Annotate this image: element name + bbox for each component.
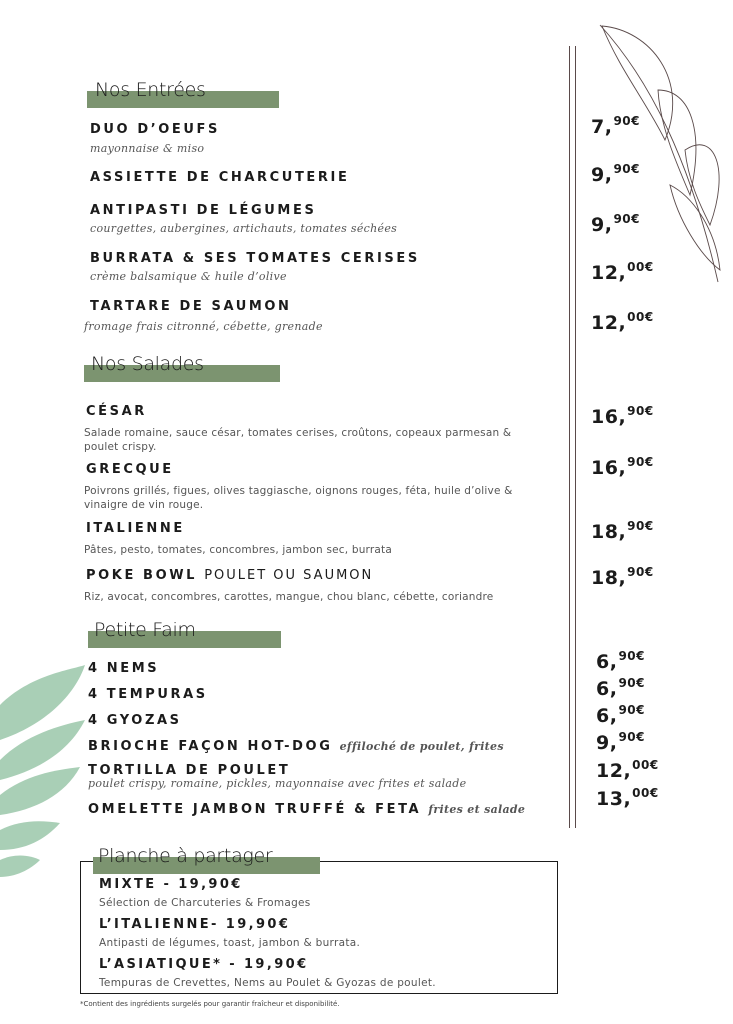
menu-item-name: 4 TEMPURAS: [88, 687, 208, 702]
menu-item-name: DUO D’OEUFS: [90, 122, 220, 137]
price: 18,$^{90€}$: [591, 519, 654, 543]
price: 18,$^{90€}$: [591, 565, 654, 589]
menu-item-name: BURRATA & SES TOMATES CERISES: [90, 251, 420, 266]
section-title-planche: Planche à partager: [98, 845, 273, 867]
menu-item-desc: Salade romaine, sauce césar, tomates cerises, croûtons, copeaux parmesan & poulet crispy.: [84, 427, 512, 453]
menu-item-name: GRECQUE: [86, 462, 174, 477]
menu-item-name: POKE BOWL POULET OU SAUMON: [86, 568, 374, 583]
menu-item-name: BRIOCHE FAÇON HOT-DOG effiloché de poulet, frites: [88, 739, 504, 754]
planche-item-desc: Antipasti de légumes, toast, jambon & burrata.: [99, 937, 361, 949]
planche-item-name: MIXTE - 19,90€: [99, 877, 243, 892]
price: 9,$^{90€}$: [596, 730, 646, 754]
footnote: *Contient des ingrédients surgelés pour garantir fraîcheur et disponibilité.: [80, 1000, 340, 1008]
price: 12,$^{00€}$: [591, 260, 654, 284]
section-title-salades: Nos Salades: [91, 353, 204, 375]
menu-item-desc: poulet crispy, romaine, pickles, mayonnaise avec frites et salade: [88, 777, 467, 790]
planche-item-name: L’ASIATIQUE* - 19,90€: [99, 957, 309, 972]
menu-item-desc: courgettes, aubergines, artichauts, tomates séchées: [90, 222, 398, 235]
leaf-branch-top-icon: [590, 20, 733, 290]
menu-item-desc: Poivrons grillés, figues, olives taggiasche, oignons rouges, féta, huile d’olive & vinaigre de vin rouge.: [84, 485, 513, 511]
menu-item-name: ASSIETTE DE CHARCUTERIE: [90, 170, 350, 185]
section-title-petite-faim: Petite Faim: [94, 619, 196, 641]
planche-item-desc: Tempuras de Crevettes, Nems au Poulet & Gyozas de poulet.: [99, 977, 436, 989]
price: 7,$^{90€}$: [591, 114, 641, 138]
menu-item-name: 4 GYOZAS: [88, 713, 182, 728]
price: 9,$^{90€}$: [591, 162, 641, 186]
planche-item-desc: Sélection de Charcuteries & Fromages: [99, 897, 311, 909]
planche-item-name: L’ITALIENNE- 19,90€: [99, 917, 291, 932]
price: 9,$^{90€}$: [591, 212, 641, 236]
price: 6,$^{90€}$: [596, 703, 646, 727]
menu-item-desc: Riz, avocat, concombres, carottes, mangue, chou blanc, cébette, coriandre: [84, 591, 494, 603]
menu-item-desc: Pâtes, pesto, tomates, concombres, jambon sec, burrata: [84, 544, 392, 556]
price: 12,$^{00€}$: [591, 310, 654, 334]
price: 13,$^{00€}$: [596, 786, 659, 810]
menu-item-name: TORTILLA DE POULET: [88, 763, 291, 778]
price: 12,$^{00€}$: [596, 758, 659, 782]
price: 6,$^{90€}$: [596, 649, 646, 673]
menu-item-name: TARTARE DE SAUMON: [90, 299, 292, 314]
divider-line: [575, 46, 576, 828]
price: 16,$^{90€}$: [591, 404, 654, 428]
menu-item-desc: crème balsamique & huile d’olive: [90, 270, 287, 283]
price: 16,$^{90€}$: [591, 455, 654, 479]
menu-item-desc: mayonnaise & miso: [90, 142, 205, 155]
menu-item-name: ANTIPASTI DE LÉGUMES: [90, 203, 317, 218]
menu-item-name: OMELETTE JAMBON TRUFFÉ & FETA frites et salade: [88, 802, 526, 817]
price: 6,$^{90€}$: [596, 676, 646, 700]
leaf-branch-left-icon: [0, 665, 90, 880]
menu-item-desc: fromage frais citronné, cébette, grenade: [84, 320, 323, 333]
menu-item-name: CÉSAR: [86, 404, 147, 419]
menu-item-name: ITALIENNE: [86, 521, 185, 536]
divider-line: [569, 46, 570, 828]
section-title-entrees: Nos Entrées: [95, 79, 206, 101]
menu-item-name: 4 NEMS: [88, 661, 160, 676]
